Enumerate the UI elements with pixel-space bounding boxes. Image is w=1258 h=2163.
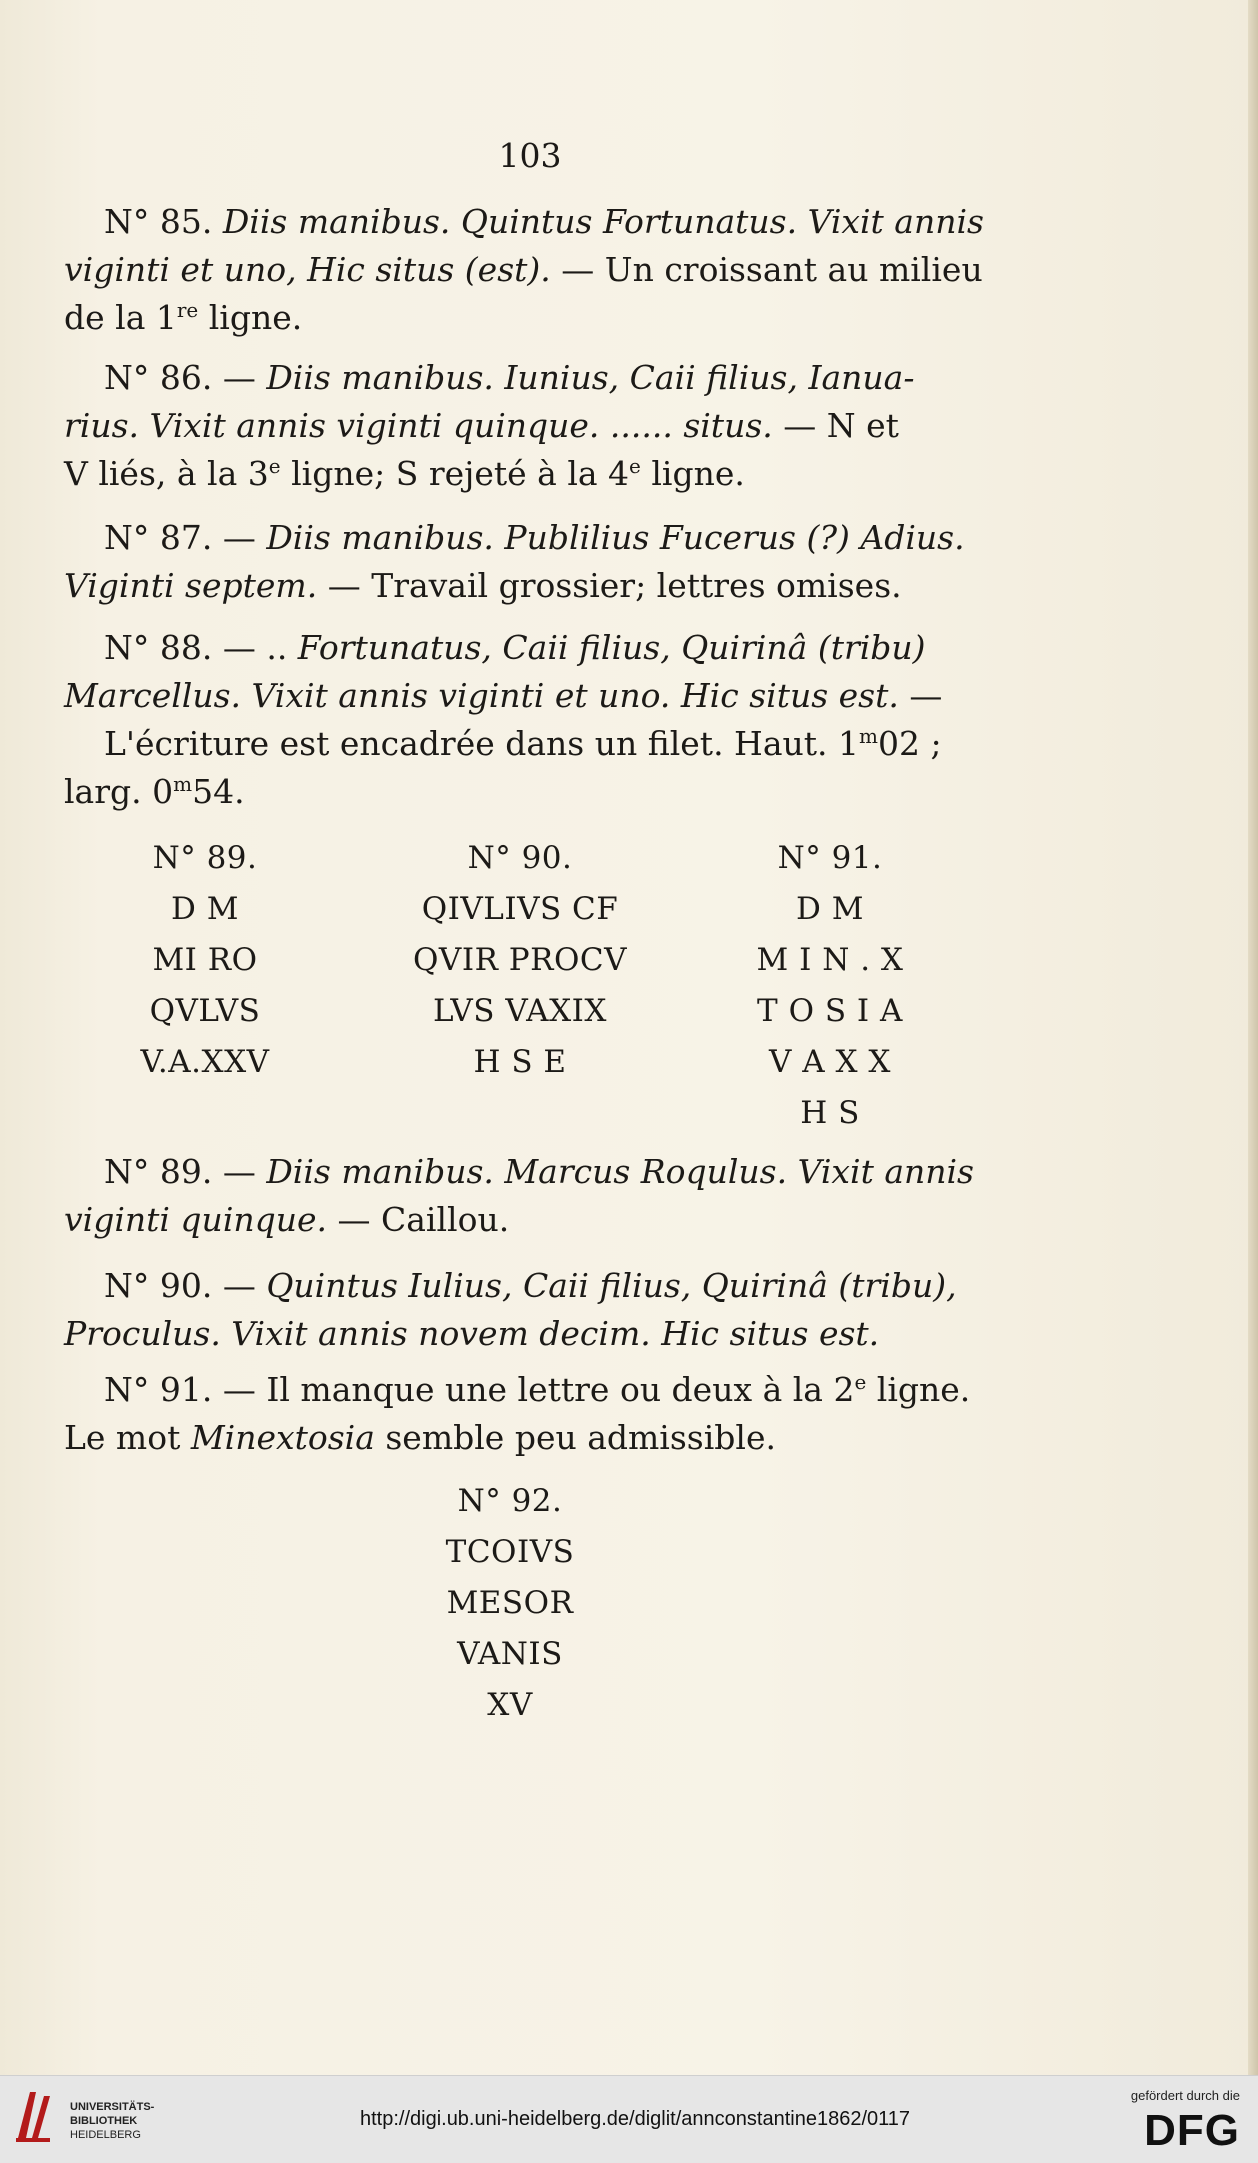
inscription-line: QVIR PROCV [413,942,627,978]
entry-90: N° 90. — Quintus Iulius, Caii filius, Quirinâ (tribu), Proculus. Vixit annis novem decim. Hic situs est. [64,1266,957,1353]
inscription-line: QVLVS [149,993,261,1029]
library-name: UNIVERSITÄTS- BIBLIOTHEK HEIDELBERG [70,2101,155,2141]
inscription-92 [420,1476,600,1731]
inscription-line: XV [487,1687,533,1723]
inscription-line: H S [800,1095,860,1131]
library-emblem-icon [12,2086,56,2146]
inscription-line: H S E [473,1044,567,1080]
inscription-line: V A X X [769,1044,891,1080]
inscription-line: D M [171,891,239,927]
inscription-line: MI RO [152,942,258,978]
inscription-89 [100,833,310,1088]
inscription-label: N° 89. [152,840,258,876]
inscription-line: MESOR [446,1585,574,1621]
inscription-line: T O S I A [757,993,903,1029]
inscription-line: TCOIVS [445,1534,575,1570]
inscription-label: N° 90. [467,840,573,876]
entry-87: N° 87. — Diis manibus. Publilius Fucerus (?) Adius. Viginti septem. — Travail grossier; lettres omises. [64,518,965,605]
page-edge [1248,0,1258,2075]
inscription-line: LVS VAXIX [433,993,607,1029]
inscription-line: VANIS [457,1636,563,1672]
inscription-line: M I N . X [756,942,904,978]
entry-88: N° 88. — .. Fortunatus, Caii filius, Quirinâ (tribu) Marcellus. Vixit annis viginti et uno. Hic situs est. — L'écriture est encadrée dans un filet. Haut. 1$^m$02 ; larg. 0$^m$54. [64,628,943,811]
inscription-line: V.A.XXV [140,1044,270,1080]
inscription-91 [745,833,915,1139]
entry-85: N° 85. Diis manibus. Quintus Fortunatus. Vixit annis viginti et uno, Hic situs (est). — Un croissant au milieu de la 1re ligne. [64,202,984,337]
entry-89: N° 89. — Diis manibus. Marcus Roqulus. Vixit annis viginti quinque. — Caillou. [64,1152,974,1239]
inscription-line: QIVLIVS CF [421,891,619,927]
permalink-url[interactable]: http://digi.ub.uni-heidelberg.de/diglit/annconstantine1862/0117 [359,2108,911,2130]
inscription-label: N° 91. [777,840,883,876]
footer-bar [0,2075,1258,2163]
inscription-90 [400,833,640,1088]
page-number: 103 [498,136,562,175]
funded-by-label: gefördert durch die [1130,2088,1240,2103]
inscription-line: D M [796,891,864,927]
entry-86: N° 86. — Diis manibus. Iunius, Caii filius, Ianua- rius. Vixit annis viginti quinque. ...... situs. — N et V liés, à la 3e ligne; S rejeté à la 4e ligne. [64,358,915,493]
university-library-logo[interactable] [12,2086,172,2150]
dfg-logo[interactable]: DFG [1144,2106,1240,2155]
entry-91: N° 91. — Il manque une lettre ou deux à la 2e ligne. Le mot Minextosia semble peu admissible. [64,1370,971,1457]
inscription-label: N° 92. [457,1483,563,1519]
